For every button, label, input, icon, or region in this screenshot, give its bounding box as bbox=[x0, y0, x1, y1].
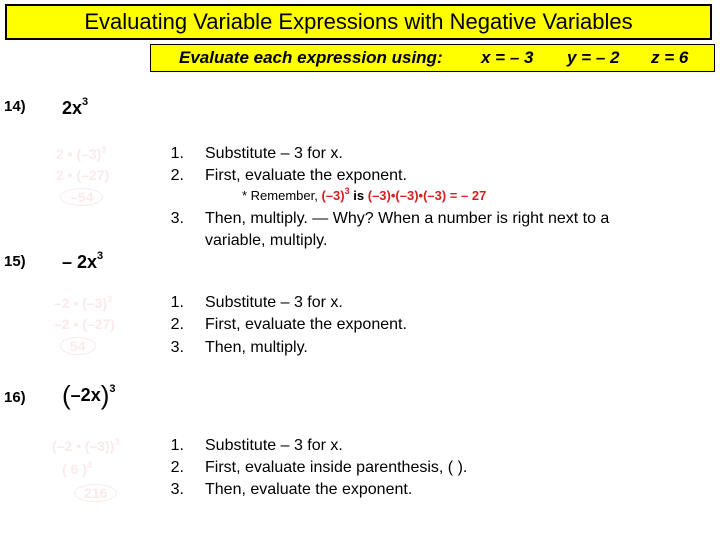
problem-14-number: 14) bbox=[4, 98, 26, 115]
x-value: x = – 3 bbox=[481, 48, 534, 67]
problem-16-number: 16) bbox=[4, 389, 26, 406]
problem-14-step-1: Substitute – 3 for x. bbox=[205, 145, 343, 162]
problem-15-step-2-num: 2. bbox=[170, 316, 184, 333]
problem-16-step-3: Then, evaluate the exponent. bbox=[205, 481, 413, 498]
problem-16-step-1-num: 1. bbox=[170, 437, 184, 454]
problem-15-step-1: Substitute – 3 for x. bbox=[205, 294, 343, 311]
page-title: Evaluating Variable Expressions with Negative Variables bbox=[84, 9, 633, 34]
problem-14-step-2: First, evaluate the exponent. bbox=[205, 167, 407, 184]
y-value: y = – 2 bbox=[567, 48, 620, 67]
problem-15-step-1-num: 1. bbox=[170, 294, 184, 311]
remember-note: * Remember, $(-3)^3$ is (–3)•(–3)•(–3) = – 27 bbox=[242, 186, 487, 203]
problem-15-expression: – $2x^3$ bbox=[62, 250, 104, 272]
problem-16-expression: $(-2x)^3$ bbox=[62, 380, 116, 410]
problem-15-step-3: Then, multiply. bbox=[205, 339, 308, 356]
problem-15-number: 15) bbox=[4, 253, 26, 270]
problem-14-step-2-num: 2. bbox=[170, 167, 184, 184]
problem-14-expression: $2x^3$ bbox=[62, 96, 89, 118]
problem-14-step-3: Then, multiply. — Why? When a number is right next to a bbox=[205, 210, 610, 227]
problem-15-work-line2: –2 • (–27) bbox=[54, 316, 115, 332]
problem-14-answer: –54 bbox=[60, 188, 103, 206]
problem-16-step-2-num: 2. bbox=[170, 459, 184, 476]
problem-14-step-1-num: 1. bbox=[170, 145, 184, 162]
problem-14-work-line2: 2 • (–27) bbox=[56, 167, 110, 183]
problem-16-step-1: Substitute – 3 for x. bbox=[205, 437, 343, 454]
problem-16-work-line1: (–2 • (–3))$^3$ bbox=[52, 437, 120, 454]
instructions-label: Evaluate each expression using: bbox=[179, 48, 443, 67]
problem-15-step-2: First, evaluate the exponent. bbox=[205, 316, 407, 333]
title-banner bbox=[5, 4, 712, 40]
problem-14-step-3-continued: variable, multiply. bbox=[205, 232, 328, 249]
z-value: z = 6 bbox=[651, 48, 689, 67]
problem-15-step-3-num: 3. bbox=[170, 339, 184, 356]
problem-16-answer: 216 bbox=[74, 484, 117, 502]
problem-14-step-3-num: 3. bbox=[170, 210, 184, 227]
problem-16-step-3-num: 3. bbox=[170, 481, 184, 498]
instructions-banner bbox=[150, 44, 715, 72]
problem-15-work-line1: –2 • $(-3)^3$ bbox=[54, 294, 113, 311]
problem-14-work-line1: 2 • $(-3)^3$ bbox=[56, 145, 107, 162]
problem-16-step-2: First, evaluate inside parenthesis, ( ). bbox=[205, 459, 468, 476]
problem-15-answer: 54 bbox=[60, 337, 96, 355]
problem-16-work-line2: ( 6 )$^3$ bbox=[62, 460, 92, 477]
